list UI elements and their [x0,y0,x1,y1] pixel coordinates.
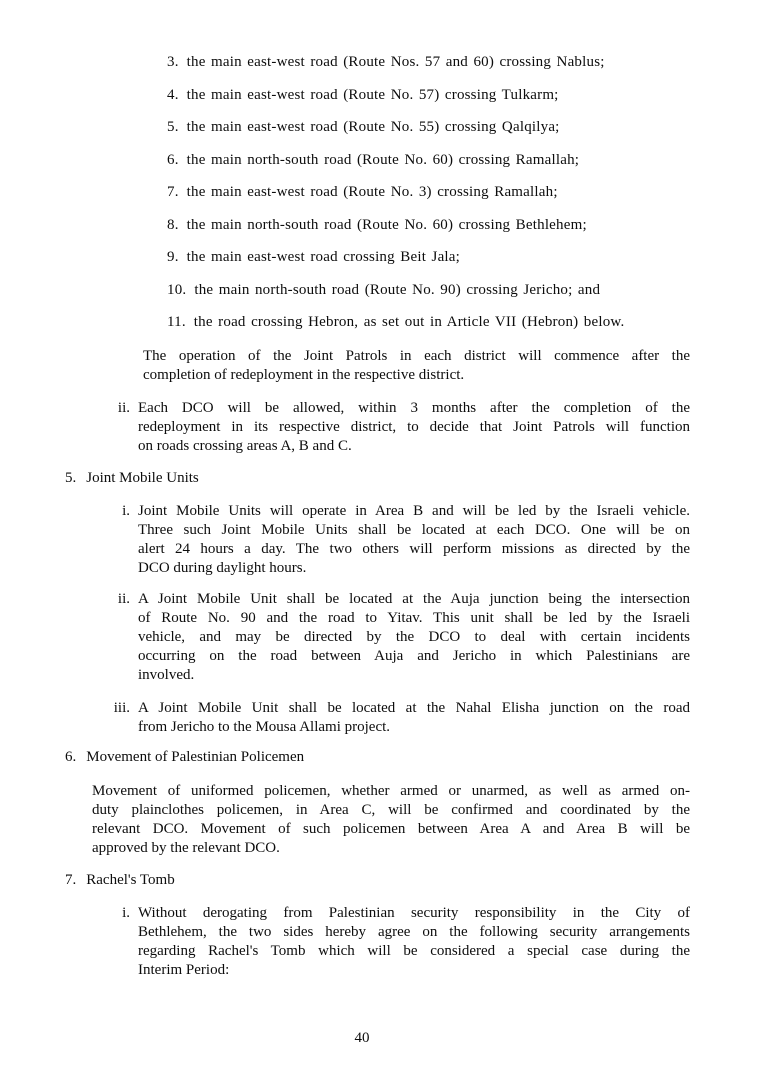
paragraph-line: redeployment in its respective district, to decide that Joint Patrols will function [138,419,690,435]
paragraph-line: Joint Mobile Units will operate in Area B and will be led by the Israeli vehicle. [138,503,690,519]
paragraph-line: relevant DCO. Movement of such policemen between Area A and Area B will be [92,821,690,837]
paragraph-line: completion of redeployment in the respective district. [143,367,465,383]
paragraph-line: The operation of the Joint Patrols in each district will commence after the [143,348,690,364]
policemen-movement-paragraph [92,782,690,858]
section-5-heading [0,469,758,488]
paragraph-line: Movement of uniformed policemen, whether armed or unarmed, as well as armed on- [92,783,690,799]
section-title: Joint Mobile Units [86,470,199,486]
section-7-heading [0,871,758,890]
list-item-text: the main east-west road (Route No. 3) crossing Ramallah; [186,184,558,200]
joint-patrols-paragraph [143,347,690,385]
paragraph-line: approved by the relevant DCO. [92,840,280,856]
clause-marker: ii. [117,591,130,607]
clause-5iii [0,699,690,737]
list-item-text: the main north-south road (Route No. 90) crossing Jericho; and [194,281,601,298]
section-number: 6. [65,749,77,765]
paragraph-line: Each DCO will be allowed, within 3 months after the completion of the [138,400,690,416]
clause-7i [0,904,690,980]
list-item-number: 9. [167,249,179,265]
paragraph-line: A Joint Mobile Unit shall be located at the Nahal Elisha junction on the road [138,700,690,716]
section-number: 7. [65,872,77,888]
section-title: Rachel's Tomb [86,872,175,888]
clause-ii-dco [0,399,690,456]
list-item-number: 11. [167,314,186,330]
paragraph-line: DCO during daylight hours. [138,560,307,576]
list-item [167,313,758,332]
clause-text [138,502,690,578]
list-item [167,183,758,202]
list-item-text: the main east-west road (Route No. 57) crossing Tulkarm; [186,86,559,103]
paragraph-line: on roads crossing areas A, B and C. [138,438,352,454]
clause-5i [0,502,690,578]
list-item-number: 10. [167,281,187,298]
paragraph-line: alert 24 hours a day. The two others will perform missions as directed by the [138,541,690,557]
list-item-number: 6. [167,151,179,168]
list-item-text: the main north-south road (Route No. 60) crossing Ramallah; [186,151,580,168]
list-item-text: the main east-west road (Route No. 55) crossing Qalqilya; [186,119,560,135]
clause-marker: ii. [117,400,130,416]
clause-text [138,399,690,456]
paragraph-line: Bethlehem, the two sides hereby agree on the following security arrangements [138,924,690,940]
list-item-text: the main east-west road crossing Beit Jala; [186,249,461,265]
paragraph-line: vehicle, and may be directed by the DCO to deal with certain incidents [138,629,690,645]
paragraph-line: involved. [138,667,195,683]
clause-5ii [0,590,690,685]
list-item-number: 5. [167,119,179,135]
page-number: 40 [354,1030,370,1046]
list-item [167,248,758,267]
list-item-number: 3. [167,54,179,70]
paragraph-line: Three such Joint Mobile Units shall be located at each DCO. One will be on [138,522,690,538]
list-item [167,53,758,72]
list-item-number: 7. [167,184,179,200]
clause-marker: iii. [113,700,130,716]
clause-marker: i. [122,905,130,921]
paragraph-line: Without derogating from Palestinian security responsibility in the City of [138,905,690,921]
road-crossings-list [0,53,758,332]
paragraph-line: from Jericho to the Mousa Allami project. [138,719,391,735]
clause-text [138,904,690,980]
section-title: Movement of Palestinian Policemen [86,749,305,765]
section-number: 5. [65,470,77,486]
section-6-heading [0,748,758,767]
list-item-text: the road crossing Hebron, as set out in Article VII (Hebron) below. [193,314,625,330]
list-item-text: the main east-west road (Route Nos. 57 and 60) crossing Nablus; [186,54,605,70]
clause-text [138,590,690,685]
list-item [167,216,758,235]
paragraph-line: Interim Period: [138,962,230,978]
paragraph-line: of Route No. 90 and the road to Yitav. This unit shall be led by the Israeli [138,610,690,626]
paragraph-line: occurring on the road between Auja and Jericho in which Palestinians are [138,648,690,664]
clause-marker: i. [122,503,130,519]
list-item [167,86,758,105]
list-item [167,118,758,137]
list-item-number: 8. [167,216,179,233]
paragraph-line: duty plainclothes policemen, in Area C, will be confirmed and coordinated by the [92,802,690,818]
list-item-number: 4. [167,86,179,103]
paragraph-line: A Joint Mobile Unit shall be located at the Auja junction being the intersection [138,591,690,607]
list-item [167,281,758,300]
list-item [167,151,758,170]
list-item-text: the main north-south road (Route No. 60) crossing Bethlehem; [186,216,587,233]
paragraph-line: regarding Rachel's Tomb which will be considered a special case during the [138,943,690,959]
clause-text [138,699,690,737]
